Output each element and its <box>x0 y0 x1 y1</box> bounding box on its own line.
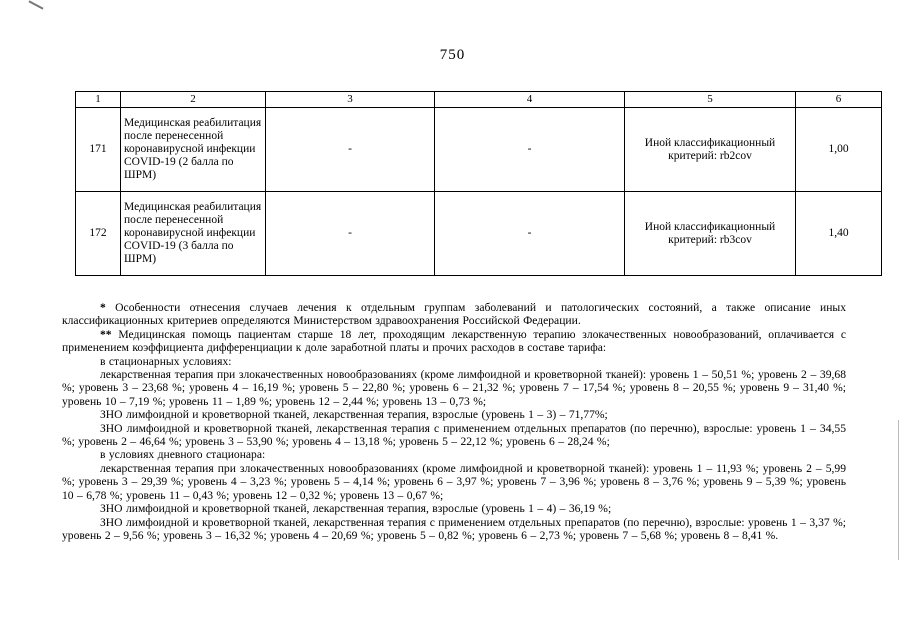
footnote-text: Медицинская помощь пациентам старше 18 лет, проходящим лекарственную терапию злокачественных новообразований, оплачивается с применением коэффициента дифференциации к доле заработной платы и прочих расходов в составе тарифа: <box>62 327 846 355</box>
footnote-line-daycare-heading: в условиях дневного стационара: <box>100 448 266 462</box>
classification-criterion-cell: Иной классификационный критерий: rb3cov <box>625 192 796 276</box>
footnote-marker: * <box>100 301 106 314</box>
footnote-double-asterisk <box>62 328 846 355</box>
service-name-cell: Медицинская реабилитация после перенесенной коронавирусной инфекции COVID-19 (2 балла по ШРМ) <box>121 108 266 192</box>
footnote-line-zno-adults-daycare: ЗНО лимфоидной и кроветворной тканей, лекарственная терапия, взрослые (уровень 1 – 4) – 36,19 %; <box>100 502 612 516</box>
row-number-cell: 171 <box>76 108 121 192</box>
footnote-line-zno-adults: ЗНО лимфоидной и кроветворной тканей, лекарственная терапия, взрослые (уровень 1 – 3) – 71,77%; <box>100 408 608 422</box>
empty-value-cell: - <box>266 108 435 192</box>
empty-value-cell: - <box>435 108 625 192</box>
footnote-line-zno-drug-list-daycare: ЗНО лимфоидной и кроветворной тканей, лекарственная терапия с применением отдельных препаратов (по перечню), взрослые: уровень 1 – 3,37 %; уровень 2 – 9,56 %; уровень 3 – 16,32 %; уровень 4 – 20,69 %; уровень 5 – 0,82 %; уровень 6 – 2,73 %; уровень 7 – 5,68 %; уровень 8 – 8,41 %. <box>62 515 846 542</box>
column-header-1: 1 <box>76 92 121 108</box>
column-header-6: 6 <box>796 92 882 108</box>
table-row-171 <box>76 108 882 192</box>
empty-value-cell: - <box>435 192 625 276</box>
scan-artifact-mark <box>28 0 43 9</box>
page-number: 750 <box>439 47 466 63</box>
service-name-cell: Медицинская реабилитация после перенесенной коронавирусной инфекции COVID-19 (3 балла по ШРМ) <box>121 192 266 276</box>
column-header-5: 5 <box>625 92 796 108</box>
footnote-asterisk <box>62 301 846 328</box>
footnote-text: Особенности отнесения случаев лечения к отдельным группам заболеваний и патологических состояний, а также описание иных классификационных критериев определяются Министерством здравоохранения Российской Федерации. <box>62 301 846 328</box>
coefficient-cell: 1,00 <box>796 108 882 192</box>
coefficient-cell: 1,40 <box>796 192 882 276</box>
footnote-line-zno-drug-list: ЗНО лимфоидной и кроветворной тканей, лекарственная терапия с применением отдельных препаратов (по перечню), взрослые: уровень 1 – 34,55 %; уровень 2 – 46,64 %; уровень 3 – 53,90 %; уровень 4 – 13,18 %; уровень 5 – 22,12 %; уровень 6 – 28,24 %; <box>62 421 846 449</box>
footnote-line-inpatient-levels: лекарственная терапия при злокачественных новообразованиях (кроме лимфоидной и кроветворной тканей): уровень 1 – 50,51 %; уровень 2 – 39,68 %; уровень 3 – 23,68 %; уровень 4 – 16,19 %; уровень 5 – 22,80 %; уровень 6 – 21,32 %; уровень 7 – 17,54 %; уровень 8 – 20,55 %; уровень 9 – 31,40 %; уровень 10 – 7,19 %; уровень 11 – 1,89 %; уровень 12 – 2,44 %; уровень 13 – 0,73 %; <box>62 368 846 408</box>
column-header-2: 2 <box>121 92 266 108</box>
tariff-table <box>75 91 882 276</box>
empty-value-cell: - <box>266 192 435 276</box>
classification-criterion-cell: Иной классификационный критерий: rb2cov <box>625 108 796 192</box>
footnote-line-inpatient-heading: в стационарных условиях: <box>100 354 232 368</box>
footnote-line-daycare-levels: лекарственная терапия при злокачественных новообразованиях (кроме лимфоидной и кроветворной тканей): уровень 1 – 11,93 %; уровень 2 – 5,99 %; уровень 3 – 29,39 %; уровень 4 – 3,23 %; уровень 5 – 4,14 %; уровень 6 – 3,97 %; уровень 7 – 3,96 %; уровень 8 – 3,76 %; уровень 9 – 5,39 %; уровень 10 – 6,78 %; уровень 11 – 0,43 %; уровень 12 – 0,32 %; уровень 13 – 0,67 %; <box>62 461 846 502</box>
row-number-cell: 172 <box>76 192 121 276</box>
table-header-row <box>76 92 882 108</box>
table-row-172 <box>76 192 882 276</box>
column-header-4: 4 <box>435 92 625 108</box>
column-header-3: 3 <box>266 92 435 108</box>
footnote-marker: ** <box>100 327 112 341</box>
footnotes-section <box>62 301 846 542</box>
scan-edge-line <box>898 420 899 560</box>
